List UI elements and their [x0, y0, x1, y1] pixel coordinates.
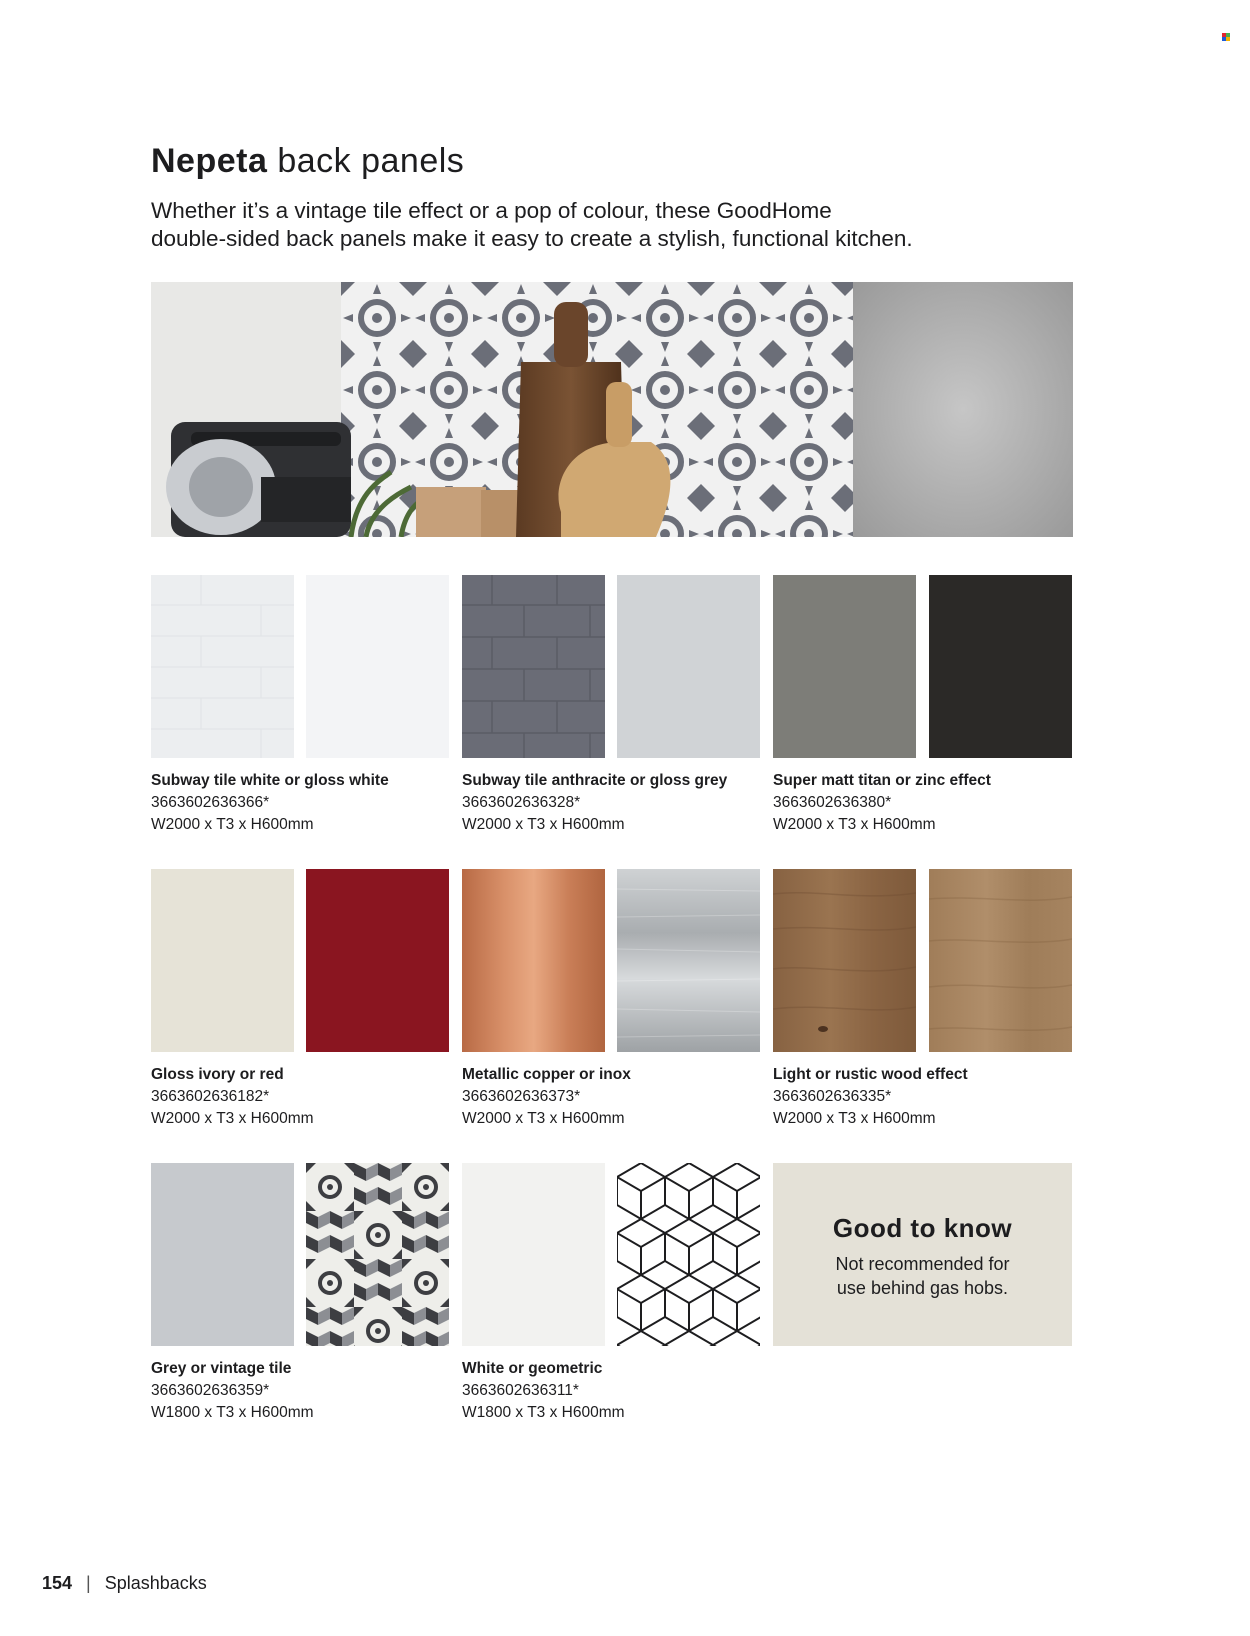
swatch-metallic-copper[interactable] — [462, 869, 605, 1052]
product-dimensions: W2000 x T3 x H600mm — [151, 816, 314, 833]
swatch-gloss-red[interactable] — [306, 869, 449, 1052]
product-caption-titan-zinc — [773, 770, 1073, 836]
title-brand: Nepeta — [151, 142, 268, 180]
swatch-super-matt-titan[interactable] — [773, 575, 916, 758]
swatch-rustic-wood[interactable] — [929, 869, 1072, 1052]
product-name: White or geometric — [462, 1360, 603, 1377]
product-dimensions: W2000 x T3 x H600mm — [151, 1110, 314, 1127]
swatch-gloss-grey[interactable] — [617, 575, 760, 758]
swatch-zinc-effect[interactable] — [929, 575, 1072, 758]
product-code: 3663602636359* — [151, 1382, 270, 1399]
swatch-geometric[interactable] — [617, 1163, 760, 1346]
product-dimensions: W2000 x T3 x H600mm — [773, 816, 936, 833]
good-to-know-line-2: use behind gas hobs. — [836, 1278, 1009, 1298]
product-code: 3663602636182* — [151, 1088, 270, 1105]
page-number: 154 — [42, 1573, 73, 1593]
product-dimensions: W1800 x T3 x H600mm — [151, 1404, 314, 1421]
product-caption-subway-white — [151, 770, 451, 836]
product-code: 3663602636335* — [773, 1088, 892, 1105]
hero-kitchen-photo — [151, 282, 1073, 537]
swatch-white[interactable] — [462, 1163, 605, 1346]
page-footer — [42, 1573, 207, 1594]
light-wood-grain — [773, 869, 916, 1052]
inox-brush-texture — [617, 869, 760, 1052]
good-to-know-line-1: Not recommended for — [835, 1254, 1010, 1274]
product-name: Super matt titan or zinc effect — [773, 772, 991, 789]
swatch-gloss-white[interactable] — [306, 575, 449, 758]
title-text: back panels — [277, 142, 465, 180]
swatch-gloss-ivory[interactable] — [151, 869, 294, 1052]
product-name: Subway tile anthracite or gloss grey — [462, 772, 728, 789]
product-caption-copper-inox — [462, 1064, 762, 1130]
intro-line-1: Whether it’s a vintage tile effect or a pop of colour, these GoodHome — [151, 198, 832, 223]
product-code: 3663602636366* — [151, 794, 270, 811]
swatch-subway-tile-anthracite[interactable] — [462, 575, 605, 758]
geometric-cube-pattern — [617, 1163, 760, 1346]
good-to-know-title: Good to know — [832, 1213, 1013, 1243]
swatch-inox[interactable] — [617, 869, 760, 1052]
swatch-subway-tile-white[interactable] — [151, 575, 294, 758]
vintage-tile-pattern — [306, 1163, 449, 1346]
product-dimensions: W1800 x T3 x H600mm — [462, 1404, 625, 1421]
product-name: Grey or vintage tile — [151, 1360, 292, 1377]
product-caption-wood — [773, 1064, 1073, 1130]
product-code: 3663602636311* — [462, 1382, 579, 1399]
subway-tile-white-pattern — [151, 575, 294, 758]
product-name: Metallic copper or inox — [462, 1066, 631, 1083]
good-to-know-text — [773, 1252, 1072, 1300]
product-name: Subway tile white or gloss white — [151, 772, 389, 789]
swatch-vintage-tile[interactable] — [306, 1163, 449, 1346]
rustic-wood-grain — [929, 869, 1072, 1052]
section-name: Splashbacks — [104, 1573, 207, 1593]
subway-tile-anthracite-pattern — [462, 575, 605, 758]
footer-separator: | — [86, 1573, 91, 1593]
product-caption-ivory-red — [151, 1064, 451, 1130]
product-code: 3663602636373* — [462, 1088, 581, 1105]
intro-line-2: double-sided back panels make it easy to create a stylish, functional kitchen. — [151, 226, 913, 251]
intro-text — [151, 197, 1051, 253]
product-name: Light or rustic wood effect — [773, 1066, 968, 1083]
swatch-grey[interactable] — [151, 1163, 294, 1346]
product-dimensions: W2000 x T3 x H600mm — [462, 816, 625, 833]
product-dimensions: W2000 x T3 x H600mm — [773, 1110, 936, 1127]
brand-logo-mark — [1222, 33, 1230, 41]
product-code: 3663602636380* — [773, 794, 892, 811]
product-caption-grey-vintage — [151, 1358, 451, 1424]
product-caption-subway-anthracite — [462, 770, 762, 836]
product-name: Gloss ivory or red — [151, 1066, 284, 1083]
good-to-know-box — [773, 1163, 1072, 1346]
product-dimensions: W2000 x T3 x H600mm — [462, 1110, 625, 1127]
product-caption-white-geometric — [462, 1358, 762, 1424]
hero-illustration — [151, 282, 1073, 537]
page-title — [151, 142, 464, 181]
product-code: 3663602636328* — [462, 794, 581, 811]
swatch-light-wood[interactable] — [773, 869, 916, 1052]
